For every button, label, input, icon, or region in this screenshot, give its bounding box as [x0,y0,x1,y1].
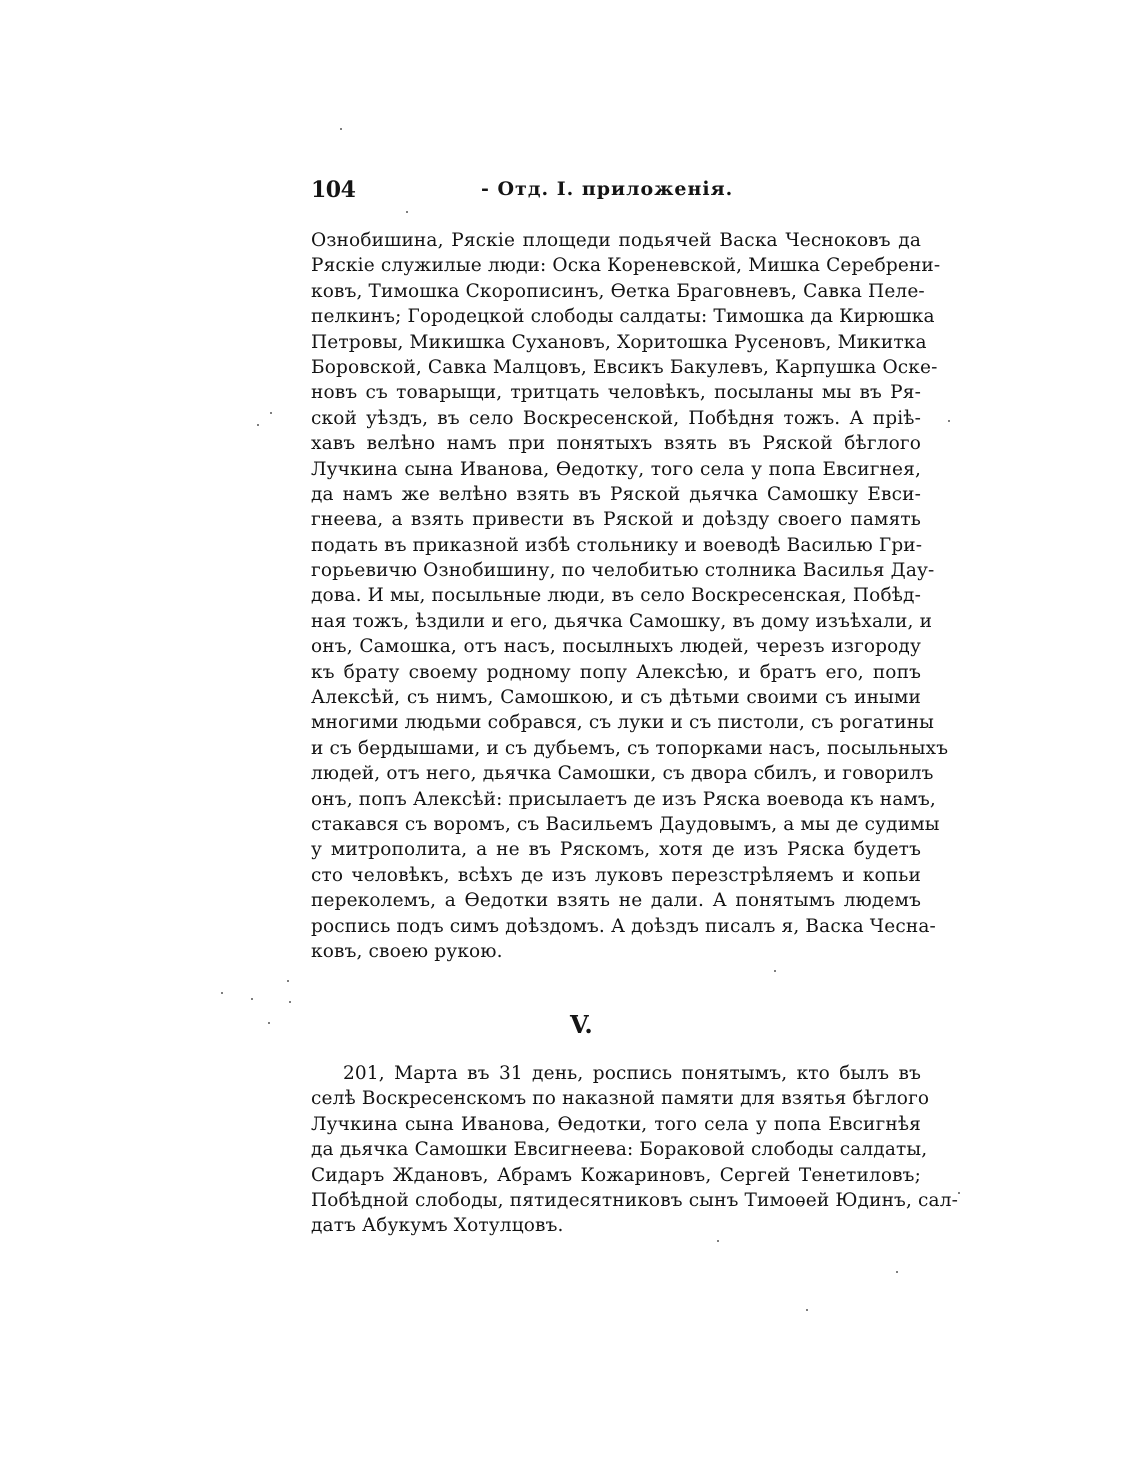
text-line: подать въ приказной избѣ стольнику и воеводѣ Василью Гри- [311,534,923,556]
body-text-block-1 [311,228,949,964]
text-line: къ брату своему родному попу Алексѣю, и братъ его, попъ [311,661,921,683]
text-line: у митрополита, а не въ Ряскомъ, хотя де изъ Ряска будетъ [311,839,921,861]
text-line: Петровы, Микишка Сухановъ, Хоритошка Русеновъ, Микитка [311,331,927,353]
section-heading: V. [570,1010,593,1039]
scan-speck [270,412,272,414]
scan-speck [257,424,259,426]
text-line: горьевичю Ознобишину, по челобитью столника Василья Дау- [311,560,935,582]
text-line: ковъ, Тимошка Скорописинъ, Ѳетка Браговневъ, Савка Пеле- [311,280,925,302]
text-line: пелкинъ; Городецкой слободы салдаты: Тимошка да Кирюшка [311,306,935,328]
text-line: стакався съ воромъ, съ Васильемъ Даудовымъ, а мы де судимы [311,813,940,835]
text-line: людей, отъ него, дьячка Самошки, съ двора сбилъ, и говорилъ [311,763,934,785]
scan-speck [896,1271,898,1273]
scan-speck [406,211,408,213]
scan-speck [221,992,223,994]
text-line: ской уѣздъ, въ село Воскресенской, Побѣдня тожъ. А пріѣ- [311,407,921,429]
text-line: и съ бердышами, и съ дубьемъ, съ топорками насъ, посыльныхъ [311,737,949,759]
running-head: - Отд. I. приложенія. [481,178,734,200]
text-line: дова. И мы, посыльные люди, въ село Воскресенская, Побѣд- [311,585,921,607]
text-line: Ряскіе служилые люди: Оска Кореневской, Мишка Серебрени- [311,255,941,277]
text-line: Ознобишина, Ряскіе площеди подьячей Васка Чесноковъ да [311,230,921,251]
text-line: переколемъ, а Ѳедотки взять не дали. А понятымъ людемъ [311,890,921,912]
text-line: ковъ, своею рукою. [311,940,503,962]
scan-speck [268,1022,270,1024]
scan-speck [340,128,342,130]
text-line: Боровской, Савка Малцовъ, Евсикъ Бакулевъ, Карпушка Оске- [311,356,938,378]
scan-speck [251,998,253,1000]
text-line: датъ Абукумъ Хотулцовъ. [311,1215,564,1237]
page-number: 104 [311,177,356,203]
text-line: Лучкина сына Иванова, Ѳедотки, того села у попа Евсигнѣя [311,1113,921,1135]
scan-speck [958,1192,960,1194]
text-line: онъ, Самошка, отъ насъ, посылныхъ людей, черезъ изгороду [311,636,921,658]
text-line: ная тожъ, ѣздили и его, дьячка Самошку, въ дому изъѣхали, и [311,610,933,632]
text-line: Побѣдной слободы, пятидесятниковъ сынъ Тимоѳей Юдинъ, сал- [311,1189,959,1211]
scan-speck [289,1001,291,1003]
page-header [311,177,921,211]
text-line: сто человѣкъ, всѣхъ де изъ луковъ перезстрѣляемъ и копьи [311,864,921,886]
text-line: 201, Марта въ 31 день, роспись понятымъ, кто былъ въ [343,1063,921,1084]
text-line: Лучкина сына Иванова, Ѳедотку, того села у попа Евсигнея, [311,458,921,480]
text-line: роспись подъ симъ доѣздомъ. А доѣздъ писалъ я, Васка Чесна- [311,915,936,937]
text-line: селѣ Воскресенскомъ по наказной памяти для взятья бѣглого [311,1088,930,1110]
scan-speck [287,980,289,982]
body-text-block-2 [311,1061,959,1239]
text-line: многими людьми собрався, съ луки и съ пистоли, съ рогатины [311,712,935,734]
scan-speck [806,1309,808,1311]
scan-speck [774,970,776,972]
text-line: Алексѣй, съ нимъ, Самошкою, и съ дѣтьми своими съ иными [311,687,921,709]
text-line: новъ съ товарыщи, тритцать человѣкъ, посыланы мы въ Ря- [311,382,921,404]
scan-speck [717,1240,719,1242]
text-line: да дьячка Самошки Евсигнеева: Бораковой слободы салдаты, [311,1139,928,1161]
text-line: хавъ велѣно намъ при понятыхъ взять въ Ряской бѣглого [311,433,921,455]
scan-speck [948,420,950,422]
text-line: гнеева, а взять привести въ Ряской и доѣзду своего память [311,509,921,531]
text-line: да намъ же велѣно взять въ Ряской дьячка Самошку Евси- [311,483,921,505]
text-line: Сидаръ Ждановъ, Абрамъ Кожариновъ, Сергей Тенетиловъ; [311,1164,921,1186]
text-line: онъ, попъ Алексѣй: присылаетъ де изъ Ряска воевода къ намъ, [311,788,936,810]
